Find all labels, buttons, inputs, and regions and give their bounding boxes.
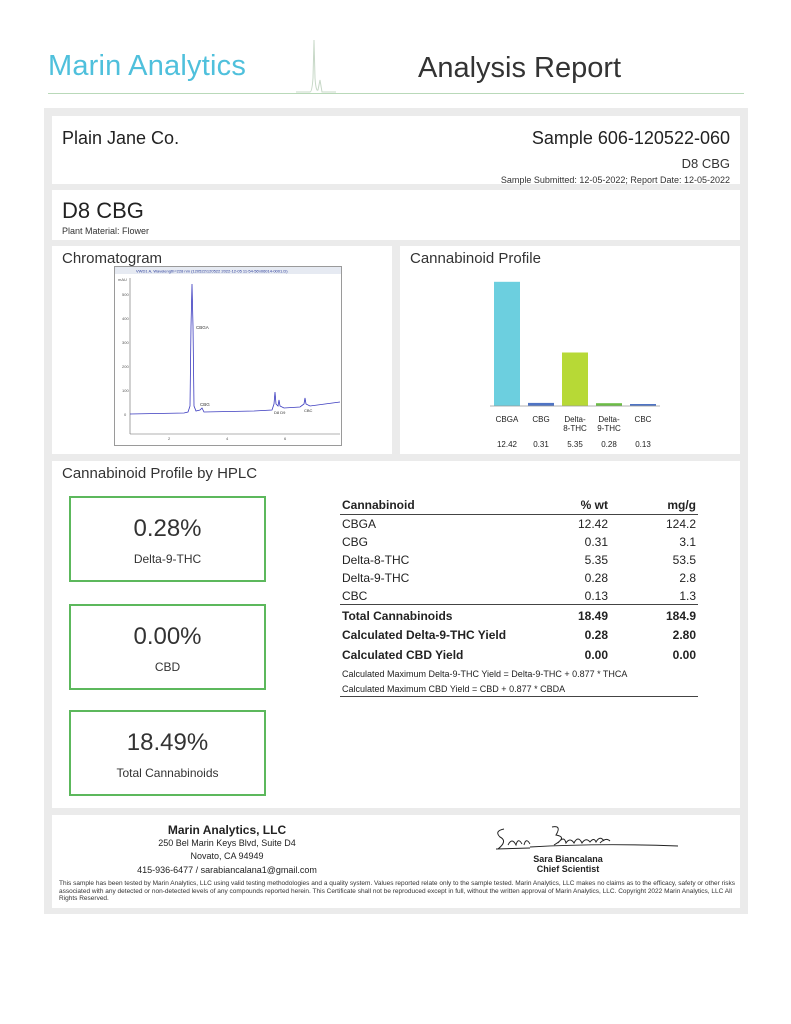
bar-value-label: 0.13 [635, 440, 651, 449]
calc-cbd-row [340, 645, 698, 665]
table-row [340, 533, 698, 551]
client-name: Plain Jane Co. [62, 128, 180, 148]
lab-city: Novato, CA 94949 [190, 851, 264, 861]
x-tick-label: 4 [226, 436, 229, 441]
calc-thc-mg: 2.80 [672, 628, 696, 642]
chromatogram-peak-logo [296, 38, 336, 94]
cannabinoid-name: CBGA [342, 517, 377, 532]
cannabinoid-profile-panel [400, 246, 740, 454]
cbd-formula-note: Calculated Maximum CBD Yield = CBD + 0.877 * CBDA [340, 681, 698, 697]
sample-dates: Sample Submitted: 12-05-2022; Report Date: 12-05-2022 [500, 175, 730, 185]
bar-value-label: 0.31 [533, 440, 549, 449]
product-panel [52, 190, 740, 240]
brand-name: Marin Analytics [48, 50, 247, 82]
mg-per-g: 53.5 [672, 553, 696, 567]
cannabinoid-name: Delta-8-THC [342, 553, 410, 567]
calc-cbd-label: Calculated CBD Yield [342, 648, 464, 662]
chromatogram-header: VWD1 A, Wavelength=228 nm (120522\120522 2022-12-05 11-54-56\\06014-0001.D) [136, 268, 288, 274]
lab-contact: 415-936-6477 / sarabiancalana1@gmail.com [137, 865, 317, 875]
percent-weight: 0.13 [584, 588, 608, 603]
kpi-label: Delta-9-THC [133, 552, 202, 566]
kpi-delta9-thc [69, 496, 266, 582]
y-tick-label: 0 [124, 412, 127, 417]
kpi-value: 18.49% [126, 729, 209, 756]
chromatogram-title: Chromatogram [62, 250, 163, 267]
report-title: Analysis Report [418, 52, 622, 84]
kpi-value: 0.28% [133, 515, 202, 542]
percent-weight: 0.28 [584, 571, 608, 585]
calc-thc-label: Calculated Delta-9-THC Yield [342, 628, 507, 642]
y-unit: mAU [118, 277, 127, 282]
kpi-cbd [69, 604, 266, 690]
mg-per-g: 124.2 [665, 517, 696, 532]
peak-label: CBC [304, 408, 313, 413]
bar-cbg [528, 403, 554, 406]
kpi-total-cannabinoids [69, 710, 266, 796]
peak-label: D8 D9 [274, 410, 286, 415]
sample-product: D8 CBG [681, 156, 730, 171]
percent-weight: 0.31 [584, 535, 608, 549]
signature-image [490, 819, 680, 855]
total-percent: 18.49 [540, 605, 610, 625]
category-label: Delta- 8-THC [563, 415, 587, 433]
mg-per-g: 2.8 [679, 571, 696, 585]
y-tick-label: 100 [122, 388, 129, 393]
cannabinoid-table [340, 495, 698, 697]
y-tick-label: 200 [122, 364, 129, 369]
note-row [340, 681, 698, 697]
calc-thc-percent: 0.28 [584, 628, 608, 642]
plant-material: Plant Material: Flower [62, 226, 150, 236]
cannabinoid-name: CBG [342, 535, 369, 549]
calc-cbd-mg: 0.00 [672, 648, 696, 662]
column-header: Cannabinoid [340, 495, 540, 515]
table-row [340, 587, 698, 605]
report-frame [44, 108, 748, 914]
total-label: Total Cannabinoids [340, 605, 540, 625]
peak-label: CBGA [196, 325, 209, 330]
column-header: % wt [540, 495, 610, 515]
table-row [340, 515, 698, 533]
profile-chart-title: Cannabinoid Profile [410, 250, 541, 267]
bar-value-label: 0.28 [601, 440, 617, 449]
disclaimer: This sample has been tested by Marin Analytics, LLC using valid testing methodologies and a quality system. Values reported relate only to the sample tested. Marin Analytics, LLC makes no claims as to the efficacy, safety or other risks associated with any detected or non-detected levels of any compounds reported herein. This Certificate shall not be reproduced except in full, without the written approval of Marin Analytics, LLC. Copyright 2022 Marin Analytics, LLC All Rights Reserved. [59, 880, 735, 902]
table-header-row [340, 495, 698, 515]
column-header: mg/g [610, 495, 698, 515]
total-mg: 184.9 [610, 605, 698, 625]
calc-cbd-percent: 0.00 [584, 648, 608, 662]
calc-thc-row [340, 625, 698, 645]
kpi-value: 0.00% [133, 623, 202, 650]
cannabinoid-name: CBC [342, 588, 368, 603]
category-label: CBC [634, 415, 652, 424]
signer-name: Sara Biancalana [533, 854, 603, 864]
bar-delta-8-thc [562, 353, 588, 407]
sample-id: Sample 606-120522-060 [531, 128, 730, 148]
x-tick-label: 6 [284, 436, 287, 441]
peak-label: CBG [200, 402, 210, 407]
note-row [340, 665, 698, 681]
table-row [340, 569, 698, 587]
kpi-label: CBD [154, 660, 181, 674]
hplc-panel [52, 461, 740, 808]
mg-per-g: 1.3 [679, 588, 696, 603]
category-label: CBGA [495, 415, 519, 424]
y-tick-label: 400 [122, 316, 129, 321]
percent-weight: 5.35 [584, 553, 608, 567]
cannabinoid-bar-chart [490, 274, 660, 414]
product-name: D8 CBG [62, 198, 144, 223]
table-row [340, 551, 698, 569]
y-tick-label: 300 [122, 340, 129, 345]
kpi-label: Total Cannabinoids [116, 766, 219, 780]
header-divider [48, 93, 744, 94]
hplc-title: Cannabinoid Profile by HPLC [62, 465, 258, 482]
x-tick-label: 2 [168, 436, 171, 441]
signer-title: Chief Scientist [536, 864, 600, 874]
bar-value-label: 12.42 [496, 440, 518, 449]
lab-address: 250 Bel Marin Keys Blvd, Suite D4 [158, 838, 296, 848]
y-tick-label: 500 [122, 292, 129, 297]
cannabinoid-name: Delta-9-THC [342, 571, 410, 585]
chromatogram-image [114, 266, 342, 446]
percent-weight: 12.42 [577, 517, 608, 532]
chromatogram-panel [52, 246, 392, 454]
category-label: Delta- 9-THC [597, 415, 621, 433]
bar-value-label: 5.35 [567, 440, 583, 449]
lab-name: Marin Analytics, LLC [167, 823, 287, 837]
client-panel [52, 116, 740, 184]
footer-panel [52, 815, 740, 908]
bar-delta-9-thc [596, 403, 622, 406]
category-label: CBG [532, 415, 550, 424]
mg-per-g: 3.1 [679, 535, 696, 549]
thc-formula-note: Calculated Maximum Delta-9-THC Yield = Delta-9-THC + 0.877 * THCA [342, 668, 628, 679]
bar-cbga [494, 282, 520, 406]
total-row [340, 605, 698, 625]
